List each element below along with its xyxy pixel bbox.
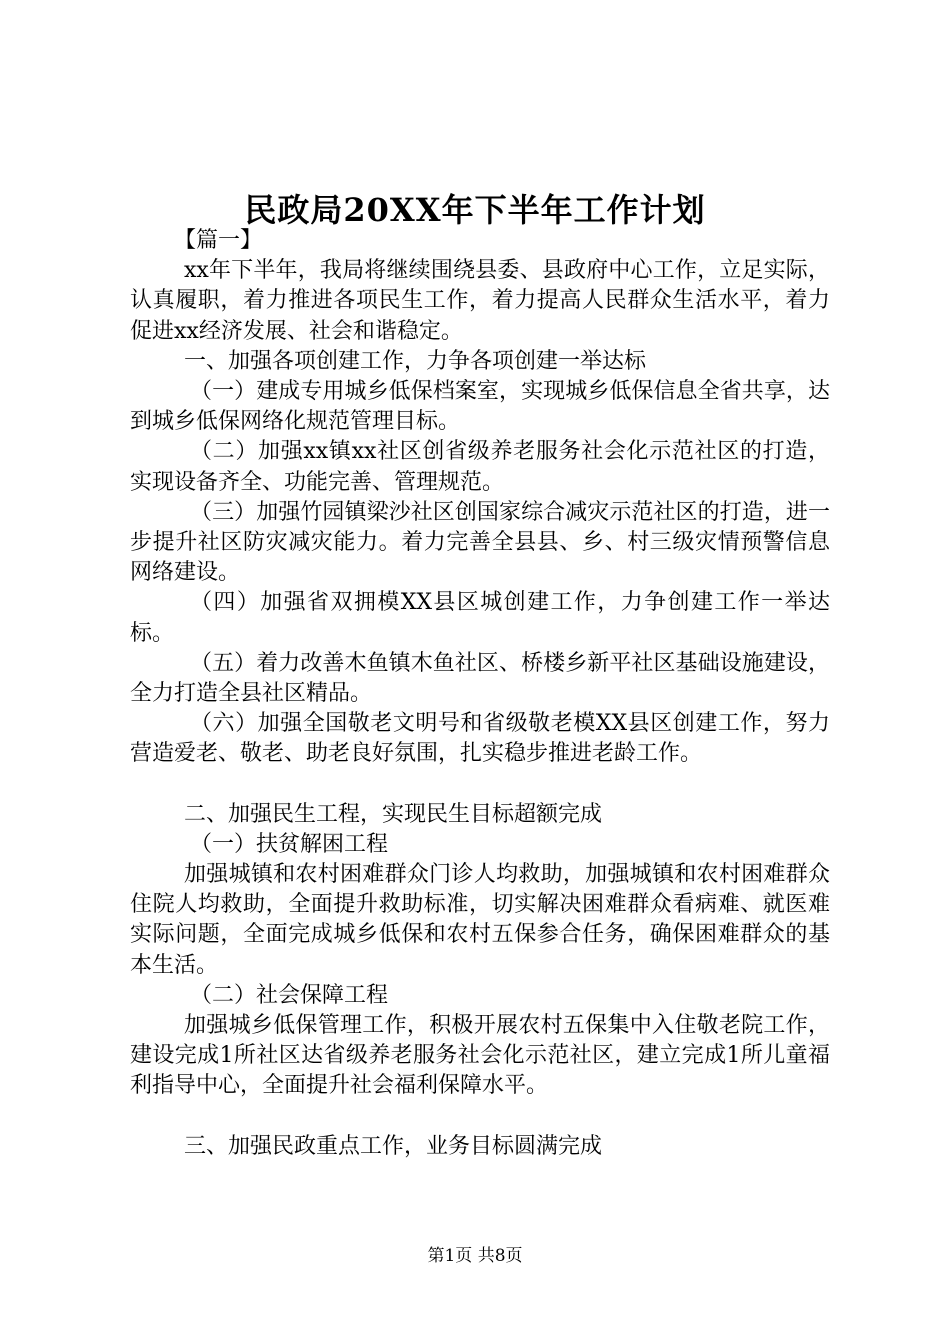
subheading-poverty-relief: （一）扶贫解困工程 [190,831,389,857]
heading-section-1: 一、加强各项创建工作，力争各项创建一举达标 [184,348,647,374]
paragraph-poverty-relief: 加强城镇和农村困难群众门诊人均救助，加强城镇和农村困难群众住院人均救助，全面提升救助标准，切实解决困难群众看病难、就医难实际问题，全面完成城乡低保和农村五保参合任务，确保困难群众的基本生活。 [130,862,830,978]
document-title: 民政局20XX年下半年工作计划 [244,191,706,229]
page-footer: 第1页 共8页 [427,1246,523,1266]
paragraph-social-security: 加强城乡低保管理工作，积极开展农村五保集中入住敬老院工作，建设完成1所社区达省级养老服务社会化示范社区，建立完成1所儿童福利指导中心，全面提升社会福利保障水平。 [130,1013,830,1099]
paragraph-spacer [130,1102,830,1132]
paragraph-item-6: （六）加强全国敬老文明号和省级敬老模XX县区创建工作，努力营造爱老、敬老、助老良好氛围，扎实稳步推进老龄工作。 [130,711,830,767]
paragraph-item-5: （五）着力改善木鱼镇木鱼社区、桥楼乡新平社区基础设施建设，全力打造全县社区精品。 [130,650,830,707]
paragraph-item-4: （四）加强省双拥模XX县区城创建工作，力争创建工作一举达标。 [130,590,830,646]
paragraph-intro: xx年下半年，我局将继续围绕县委、县政府中心工作，立足实际，认真履职，着力推进各项民生工作，着力提高人民群众生活水平，着力促进xx经济发展、社会和谐稳定。 [130,258,830,344]
subheading-social-security: （二）社会保障工程 [190,982,389,1008]
section-tag: 【篇一】 [174,228,263,253]
paragraph-item-1: （一）建成专用城乡低保档案室，实现城乡低保信息全省共享，达到城乡低保网络化规范管理目标。 [130,379,830,435]
paragraph-item-2: （二）加强xx镇xx社区创省级养老服务社会化示范社区的打造，实现设备齐全、功能完善、管理规范。 [130,439,830,495]
document-body [130,226,830,1162]
paragraph-item-3: （三）加强竹园镇梁沙社区创国家综合减灾示范社区的打造，进一步提升社区防灾减灾能力。着力完善全县县、乡、村三级灾情预警信息网络建设。 [130,499,830,586]
heading-section-3: 三、加强民政重点工作，业务目标圆满完成 [184,1133,603,1159]
paragraph-spacer [130,770,830,800]
heading-section-2: 二、加强民生工程，实现民生目标超额完成 [184,801,603,827]
